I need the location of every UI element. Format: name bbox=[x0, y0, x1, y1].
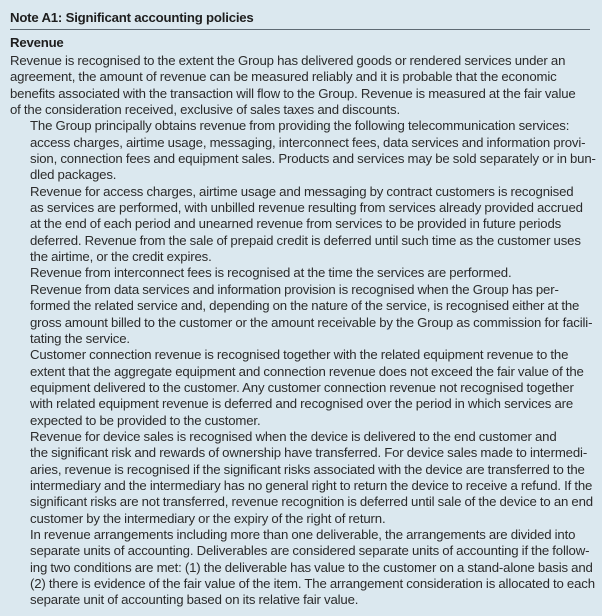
text-line: separate units of accounting. Deliverables are considered separate units of accounting if the follow- bbox=[30, 543, 590, 559]
text-line: extent that the aggregate equipment and connection revenue does not exceed the fair value of the bbox=[30, 363, 584, 379]
text-line: (2) there is evidence of the fair value of the item. The arrangement consideration is allocated to each bbox=[30, 576, 595, 591]
text-line: gross amount billed to the customer or the amount receivable by the Group as commission for facili- bbox=[30, 314, 593, 330]
policy-paragraph bbox=[10, 53, 594, 118]
text-line: as services are performed, with unbilled revenue resulting from services already provided accrued bbox=[30, 200, 583, 216]
text-line: agreement, the amount of revenue can be measured reliably and it is probable that the economic bbox=[10, 69, 557, 85]
text-line: expected to be provided to the customer. bbox=[30, 412, 261, 428]
text-line: Revenue for access charges, airtime usage and messaging by contract customers is recognised bbox=[30, 183, 574, 199]
policy-paragraph bbox=[10, 118, 594, 183]
text-line: Customer connection revenue is recognised together with the related equipment revenue to the bbox=[30, 347, 569, 363]
text-line: sion, connection fees and equipment sales. Products and services may be sold separately or in bun- bbox=[30, 151, 596, 167]
text-line: of the consideration received, exclusive of sales taxes and discounts. bbox=[10, 102, 400, 118]
text-line: ing two conditions are met: (1) the deliverable has value to the customer on a stand-alone basis and bbox=[30, 559, 593, 575]
text-line: formed the related service and, depending on the nature of the service, is recognised either at the bbox=[30, 298, 580, 314]
text-line: The Group principally obtains revenue from providing the following telecommunication services: bbox=[30, 118, 570, 134]
note-title: Note A1: Significant accounting policies bbox=[10, 0, 590, 30]
text-line: the significant risk and rewards of ownership have transferred. For device sales made to intermedi- bbox=[30, 445, 588, 461]
text-line: separate unit of accounting based on its relative fair value. bbox=[30, 592, 359, 608]
text-line: deferred. Revenue from the sale of prepaid credit is deferred until such time as the customer uses bbox=[30, 232, 581, 248]
text-line: In revenue arrangements including more than one deliverable, the arrangements are divided into bbox=[30, 526, 576, 542]
text-line: customer by the intermediary or the expiry of the right of return. bbox=[30, 510, 386, 526]
text-line: the airtime, or the credit expires. bbox=[30, 249, 212, 265]
text-line: Revenue is recognised to the extent the Group has delivered goods or rendered services under an bbox=[10, 53, 566, 68]
policy-paragraph bbox=[10, 429, 594, 527]
policy-paragraph bbox=[10, 265, 594, 281]
revenue-policy-body bbox=[10, 53, 594, 609]
text-line: significant risks are not transferred, revenue recognition is deferred until sale of the device to an end bbox=[30, 494, 593, 510]
text-line: Revenue from data services and information provision is recognised when the Group has per- bbox=[30, 281, 559, 297]
text-line: equipment delivered to the customer. Any customer connection revenue not recognised together bbox=[30, 379, 574, 395]
text-line: intermediary and the intermediary has no general right to return the device to receive a refund. If the bbox=[30, 477, 593, 493]
text-line: Revenue for device sales is recognised when the device is delivered to the end customer and bbox=[30, 428, 557, 444]
section-title-revenue: Revenue bbox=[10, 35, 64, 50]
text-line: with related equipment revenue is deferred and recognised over the period in which services are bbox=[30, 396, 574, 412]
policy-paragraph bbox=[10, 527, 594, 609]
policy-paragraph bbox=[10, 347, 594, 429]
text-line: Revenue from interconnect fees is recognised at the time the services are performed. bbox=[30, 265, 512, 281]
text-line: benefits associated with the transaction will flow to the Group. Revenue is measured at the fair value bbox=[10, 85, 576, 101]
text-line: dled packages. bbox=[30, 167, 117, 183]
text-line: tating the service. bbox=[30, 330, 130, 346]
text-line: access charges, airtime usage, messaging, interconnect fees, data services and information provi- bbox=[30, 134, 586, 150]
text-line: at the end of each period and unearned revenue from services to be provided in future periods bbox=[30, 216, 562, 232]
text-line: aries, revenue is recognised if the significant risks associated with the device are transferred to the bbox=[30, 461, 585, 477]
policy-paragraph bbox=[10, 282, 594, 347]
policy-paragraph bbox=[10, 184, 594, 266]
